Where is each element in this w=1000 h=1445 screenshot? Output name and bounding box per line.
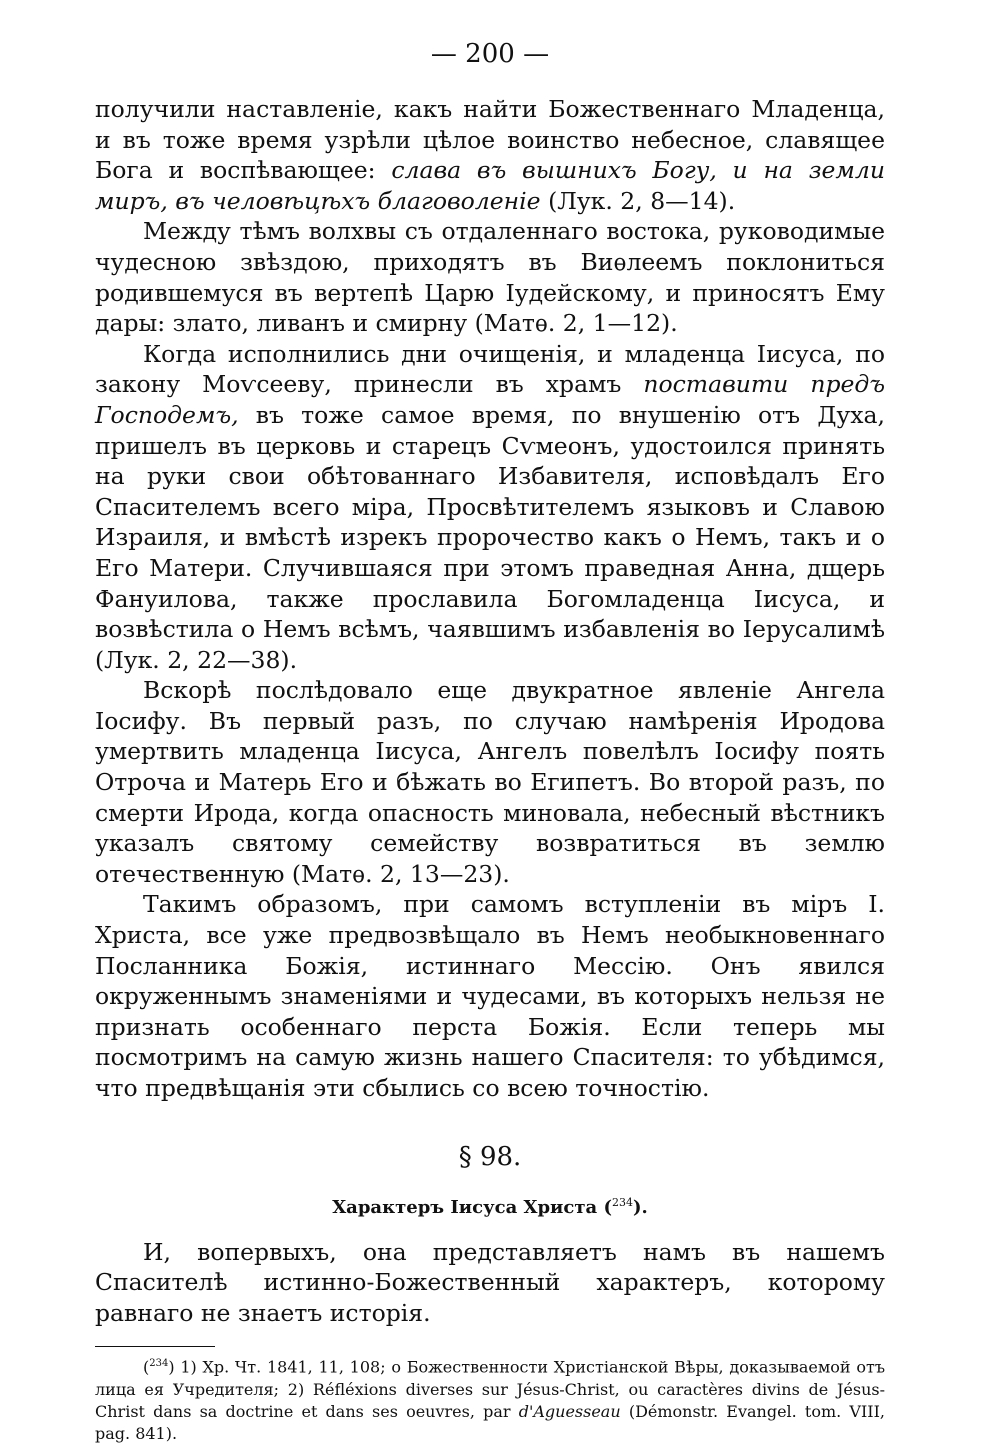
footnote-text: ) 1) Хр. Чт. 1841, 11, 108; о Божественности Христіанской Вѣры, доказываемой отъ лица ея Учредителя; 2) Réfléxions diverses sur Jésus-Christ, ou caractères divins de Jésus-Christ dans sa doctrine et dans ses oeuvres, par — [95, 1357, 885, 1421]
section-title-text: Характеръ Іисуса Христа ( — [332, 1196, 612, 1218]
footnote-open: ( — [143, 1357, 150, 1377]
scripture-quote: слава въ вышнихъ Богу, и на земли миръ, въ человѣцѣхъ благоволеніе — [95, 156, 886, 215]
footnote-text-end: (Démonstr. Evangel. tom. VIII, pag. 841). — [95, 1401, 885, 1443]
paragraph-2: Между тѣмъ волхвы съ отдаленнаго востока, руководимые чудесною звѣздою, приходятъ въ Виѳлеемъ поклониться родившемуся въ вертепѣ Царю Іудейскому, и приносятъ Ему дары: злато, ливанъ и смирну (Матѳ. 2, 1—12). — [95, 217, 885, 338]
paragraph-5: Такимъ образомъ, при самомъ вступленіи въ міръ І. Христа, все уже предвозвѣщало въ Немъ необыкновеннаго Посланника Божія, истиннаго Мессію. Онъ явился окруженнымъ знаменіями и чудесами, въ которыхъ нельзя не признать особеннаго перста Божія. Если теперь мы посмотримъ на самую жизнь нашего Спасителя: то убѣдимся, что предвѣщанія эти сбылись со всею точностію. — [95, 890, 885, 1102]
paragraph-1 — [95, 94, 885, 216]
paragraph-3 — [95, 339, 885, 676]
footnote-ref: 234 — [611, 1195, 633, 1209]
paragraph-1-citation: (Лук. 2, 8—14). — [540, 186, 736, 215]
section-title — [95, 1188, 885, 1223]
section-paragraph: И, вопервыхъ, она представляетъ намъ въ нашемъ Спасителѣ истинно-Божественный характеръ, которому равнаго не знаетъ исторія. — [95, 1237, 885, 1327]
footnote-divider — [95, 1346, 215, 1347]
paragraph-1-text: получили наставленіе, какъ найти Божественнаго Младенца, и въ тоже время узрѣли цѣлое воинство небесное, славящее Бога и воспѣвающее: — [95, 95, 885, 185]
paragraph-3-continuation: въ тоже самое время, по внушенію отъ Духа, пришелъ въ церковь и старецъ Сѵмеонъ, удостоился принять на руки свои обѣтованнаго Избавителя, исповѣдалъ Его Спасителемъ всего міра, Просвѣтителемъ языковъ и Славою Израиля, и вмѣстѣ изрекъ пророчество какъ о Немъ, такъ и о Его Матери. Случившаяся при этомъ праведная Анна, дщерь Фануилова, также прославила Богомладенца Іисуса, и возвѣстила о Немъ всѣмъ, чаявшимъ избавленія во Іерусалимѣ (Лук. 2, 22—38). — [95, 400, 885, 674]
section-title-end: ). — [632, 1196, 648, 1218]
paragraph-3-text: Когда исполнились дни очищенія, и младенца Іисуса, по закону Моѵсееву, принесли въ храмъ — [95, 339, 885, 399]
section-number: § 98. — [458, 1141, 522, 1172]
footnote — [95, 1353, 885, 1444]
scripture-quote-2: поставити предъ Господемъ, — [95, 370, 885, 429]
paragraph-4: Вскорѣ послѣдовало еще двукратное явленіе Ангела Іосифу. Въ первый разъ, по случаю намѣренія Иродова умертвить младенца Іисуса, Ангелъ повелѣлъ Іосифу поять Отроча и Матерь Его и бѣжать во Египетъ. Во второй разъ, по смерти Ирода, когда опасность миновала, небесный вѣстникъ указалъ святому семейству возвратиться въ землю отечественную (Матѳ. 2, 13—23). — [95, 676, 885, 888]
section-text — [95, 1237, 885, 1329]
book-page — [95, 36, 885, 1445]
footnote-author: d'Aguesseau — [518, 1401, 621, 1421]
page-number: — 200 — — [430, 39, 550, 69]
main-text — [95, 94, 885, 1104]
footnote-number: 234 — [149, 1358, 169, 1370]
